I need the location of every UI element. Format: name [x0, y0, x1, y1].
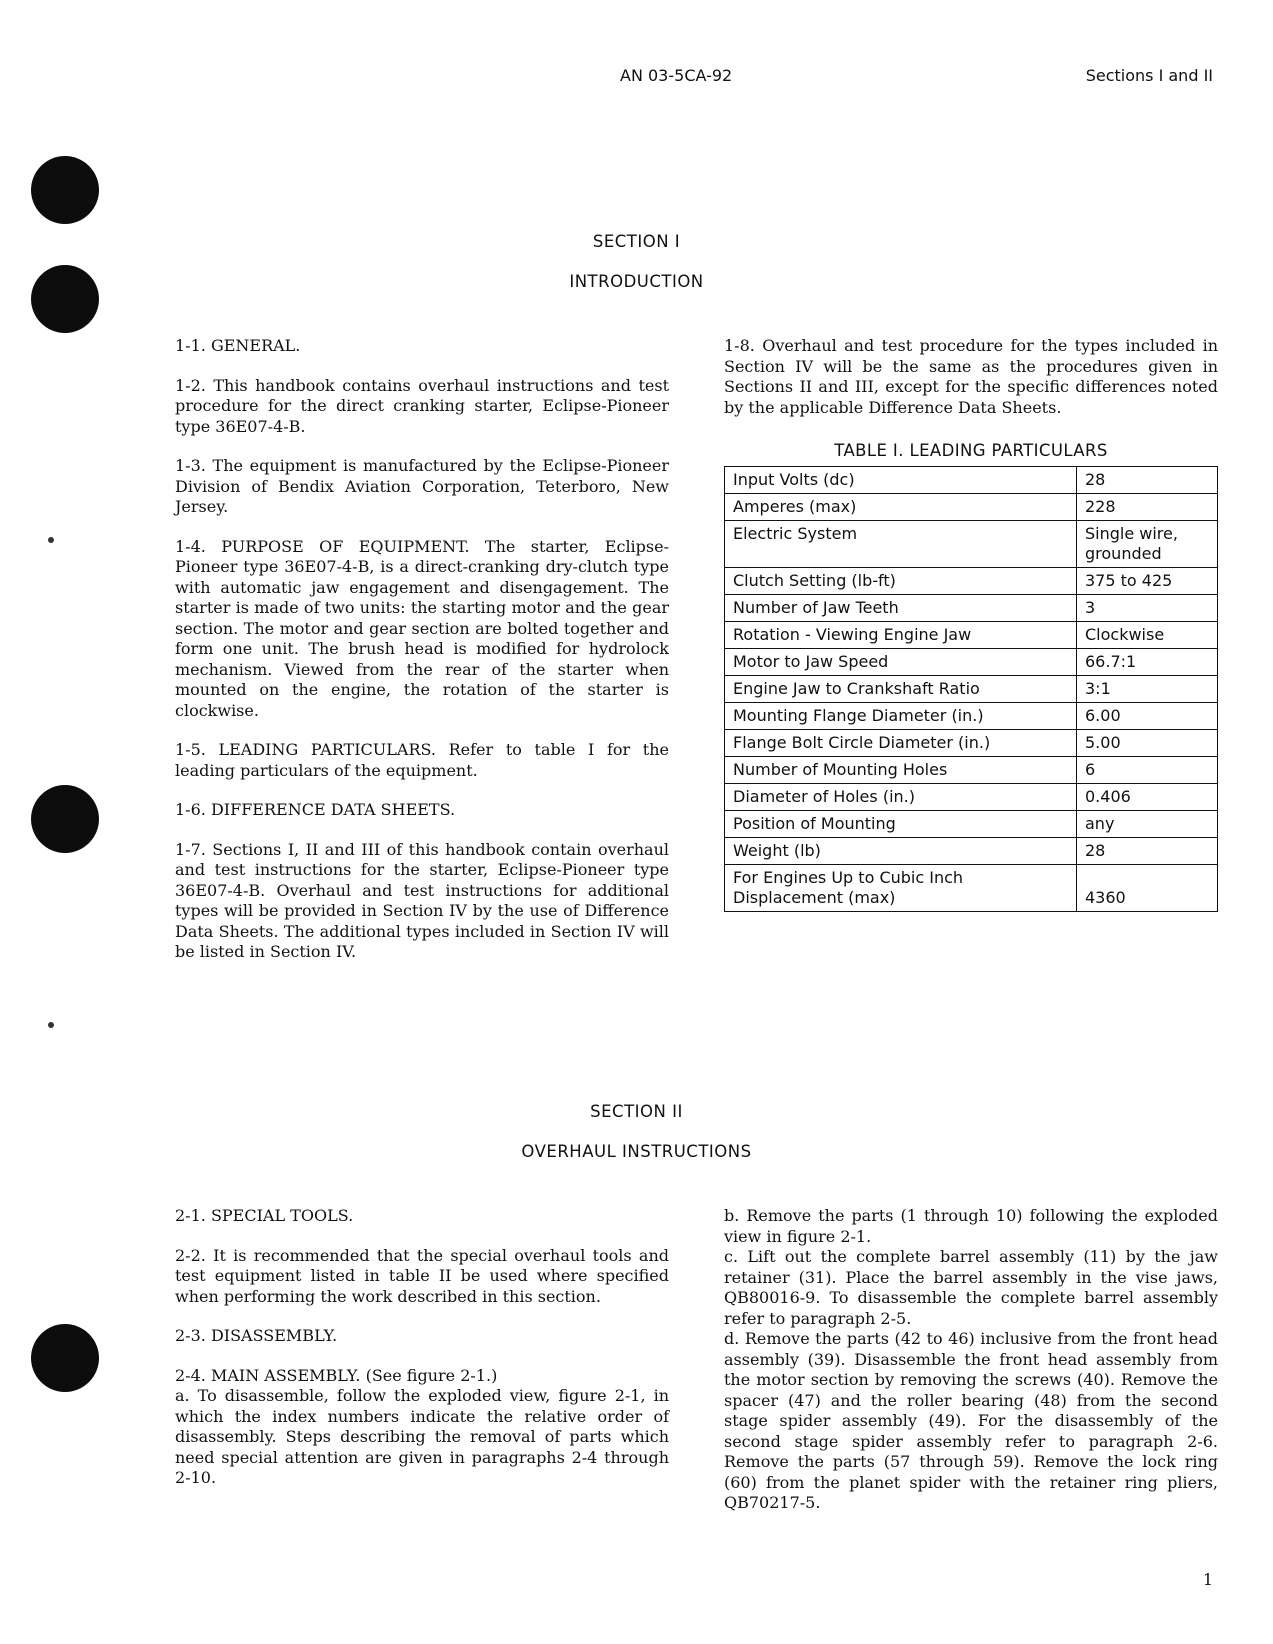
- table-cell-value: 28: [1077, 838, 1218, 865]
- table-cell-value: 5.00: [1077, 730, 1218, 757]
- table-row: [725, 784, 1218, 811]
- speck: [48, 537, 54, 543]
- paragraph-1-4: 1-4. PURPOSE OF EQUIPMENT. The starter, Eclipse-Pioneer type 36E07-4-B, is a direct-cranking dry-clutch type with automatic jaw engagement and disengagement. The starter is made of two units: the starting motor and the gear section. The motor and gear section are bolted together and form one unit. The brush head is modified for hydrolock mechanism. Viewed from the rear of the starter when mounted on the engine, the rotation of the starter is clockwise.: [175, 536, 669, 720]
- table-cell-label: Amperes (max): [725, 494, 1077, 521]
- paragraph-2-4: 2-4. MAIN ASSEMBLY. (See figure 2-1.): [175, 1365, 498, 1385]
- binder-hole: [31, 785, 99, 853]
- table-cell-label: Engine Jaw to Crankshaft Ratio: [725, 676, 1077, 703]
- table-cell-value: Single wire, grounded: [1077, 521, 1218, 568]
- doc-number: AN 03-5CA-92: [620, 66, 733, 85]
- paragraph-1-1: 1-1. GENERAL.: [175, 336, 301, 355]
- paragraph-1-6: 1-6. DIFFERENCE DATA SHEETS.: [175, 800, 456, 819]
- table-row: [725, 703, 1218, 730]
- binder-hole: [31, 156, 99, 224]
- table-row: [725, 865, 1218, 912]
- table-cell-label: Number of Jaw Teeth: [725, 595, 1077, 622]
- table-cell-label: Diameter of Holes (in.): [725, 784, 1077, 811]
- table-cell-label: Number of Mounting Holes: [725, 757, 1077, 784]
- table-cell-label: Mounting Flange Diameter (in.): [725, 703, 1077, 730]
- table-row: [725, 622, 1218, 649]
- table-cell-value: 3:1: [1077, 676, 1218, 703]
- section2-right-column: [724, 1206, 1218, 1514]
- page-number: 1: [1202, 1570, 1213, 1589]
- table-row: [725, 676, 1218, 703]
- paragraph-2-4-c: c. Lift out the complete barrel assembly (11) by the jaw retainer (31). Place the barrel assembly in the vise jaws, QB80016-9. To disassemble the complete barrel assembly refer to paragraph 2-5.: [724, 1247, 1218, 1328]
- paragraph-2-4-a: a. To disassemble, follow the exploded view, figure 2-1, in which the index numbers indicate the relative order of disassembly. Steps describing the removal of parts which need special attention are given in paragraphs 2-4 through 2-10.: [175, 1386, 669, 1487]
- table-cell-label: Input Volts (dc): [725, 467, 1077, 494]
- table-cell-label: Rotation - Viewing Engine Jaw: [725, 622, 1077, 649]
- table-row: [725, 649, 1218, 676]
- section-range: Sections I and II: [1085, 66, 1213, 85]
- table-cell-value: 6: [1077, 757, 1218, 784]
- paragraph-2-2: 2-2. It is recommended that the special overhaul tools and test equipment listed in table II be used where specified when performing the work described in this section.: [175, 1245, 669, 1306]
- paragraph-1-2: 1-2. This handbook contains overhaul instructions and test procedure for the direct cranking starter, Eclipse-Pioneer type 36E07-4-B.: [175, 375, 669, 436]
- table-cell-value: 6.00: [1077, 703, 1218, 730]
- table-row: [725, 730, 1218, 757]
- table-cell-value: 375 to 425: [1077, 568, 1218, 595]
- speck: [48, 1022, 54, 1028]
- paragraph-2-3: 2-3. DISASSEMBLY.: [175, 1326, 338, 1345]
- table-cell-value: Clockwise: [1077, 622, 1218, 649]
- section1-title: INTRODUCTION: [569, 272, 704, 291]
- table-cell-label: Clutch Setting (lb-ft): [725, 568, 1077, 595]
- table-row: [725, 757, 1218, 784]
- table-cell-value: any: [1077, 811, 1218, 838]
- table-row: [725, 494, 1218, 521]
- leading-particulars-table: [724, 466, 1218, 912]
- paragraph-2-4-d: d. Remove the parts (42 to 46) inclusive from the front head assembly (39). Disassemble the front head assembly from the motor section by removing the screws (40). Remove the spacer (47) and the roller bearing (48) from the second stage spider assembly (49). For the disassembly of the second stage spider assembly refer to paragraph 2-6. Remove the parts (57 through 59). Remove the lock ring (60) from the planet spider with the retainer ring pliers, QB70217-5.: [724, 1329, 1218, 1512]
- table-row: [725, 811, 1218, 838]
- section1-right-column: [724, 336, 1218, 418]
- paragraph-2-4-b: b. Remove the parts (1 through 10) following the exploded view in figure 2-1.: [724, 1206, 1218, 1246]
- table-cell-value: 3: [1077, 595, 1218, 622]
- table-cell-value: 66.7:1: [1077, 649, 1218, 676]
- table-cell-label: Electric System: [725, 521, 1077, 568]
- paragraph-1-5: 1-5. LEADING PARTICULARS. Refer to table I for the leading particulars of the equipment.: [175, 740, 669, 780]
- table-row: [725, 521, 1218, 568]
- paragraph-1-3: 1-3. The equipment is manufactured by the Eclipse-Pioneer Division of Bendix Aviation Corporation, Teterboro, New Jersey.: [175, 456, 669, 516]
- paragraph-1-8: 1-8. Overhaul and test procedure for the types included in Section IV will be the same as the procedures given in Sections II and III, except for the specific differences noted by the applicable Difference Data Sheets.: [724, 336, 1218, 417]
- table-cell-value: 4360: [1077, 865, 1218, 912]
- table-cell-label: Flange Bolt Circle Diameter (in.): [725, 730, 1077, 757]
- paragraph-1-7: 1-7. Sections I, II and III of this handbook contain overhaul and test instructions for the starter, Eclipse-Pioneer type 36E07-4-B. Overhaul and test instructions for additional types will be provided in Section IV by the use of Difference Data Sheets. The additional types included in Section IV will be listed in Section IV.: [175, 839, 669, 961]
- table-cell-value: 228: [1077, 494, 1218, 521]
- table-row: [725, 595, 1218, 622]
- table-cell-label: For Engines Up to Cubic Inch Displacement (max): [725, 865, 1077, 912]
- table-cell-value: 0.406: [1077, 784, 1218, 811]
- table-cell-label: Weight (lb): [725, 838, 1077, 865]
- table-row: [725, 467, 1218, 494]
- section2-heading: SECTION II: [590, 1102, 683, 1121]
- table-cell-label: Motor to Jaw Speed: [725, 649, 1077, 676]
- table-cell-label: Position of Mounting: [725, 811, 1077, 838]
- section2-left-column: [175, 1206, 669, 1489]
- table-row: [725, 838, 1218, 865]
- binder-hole: [31, 1324, 99, 1392]
- paragraph-2-1: 2-1. SPECIAL TOOLS.: [175, 1206, 354, 1225]
- table1-title: TABLE I. LEADING PARTICULARS: [834, 441, 1108, 460]
- table-cell-value: 28: [1077, 467, 1218, 494]
- table-row: [725, 568, 1218, 595]
- section1-heading: SECTION I: [592, 232, 681, 251]
- section2-title: OVERHAUL INSTRUCTIONS: [521, 1142, 752, 1161]
- section1-left-column: [175, 336, 669, 963]
